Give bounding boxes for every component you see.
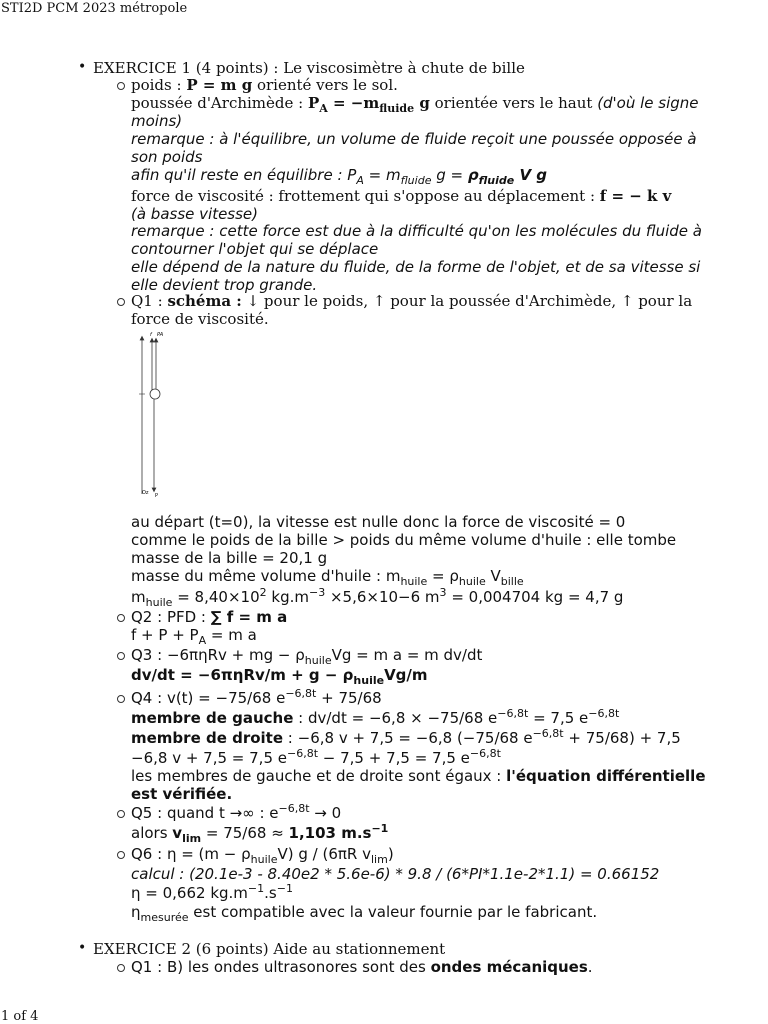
- viscosity-low-speed: (à basse vitesse): [131, 205, 259, 223]
- equilibre-equation: afin qu'il reste en équilibre : $P_A = m_{fluide}$ $g = \rho_{fluide}$ V g: [131, 166, 548, 187]
- q5-line: Q5 : quand t →∞ : $e^{-6,8t} \to 0$: [131, 802, 342, 822]
- q4-conclusion: les membres de gauche et de droite sont égaux : l'équation différentielle est vérifiée.: [131, 767, 706, 803]
- archimede-line: poussée d'Archimède : $P_A = -m_{fluide}$ g orientée vers le haut (d'où le signe moins): [131, 94, 699, 130]
- remark-equilibre: remarque : à l'équilibre, un volume de fluide reçoit une poussée opposée à son poids: [131, 130, 697, 166]
- q3-line: Q3 : −6πηRv + mg − $\rho_{huile}Vg = m$ a = m dv/dt: [131, 646, 483, 667]
- q6-calcul: calcul : (20.1e-3 - 8.40e2 * 5.6e-6) * 9.8 / (6*PI*1.1e-2*1.1) = 0.66152: [131, 865, 660, 883]
- page-header: STI2D PCM 2023 métropole: [1, 1, 188, 16]
- label-oz: Oz: [142, 490, 149, 496]
- depart-line: au départ (t=0), la vitesse est nulle donc la force de viscosité = 0: [131, 513, 626, 531]
- q5-vlim: alors $v_{lim} = 75/68 \approx 1,103$ $m.s^{-1}$: [131, 822, 389, 845]
- ex2-q1-line: Q1 : B) les ondes ultrasonores sont des ondes mécaniques.: [131, 958, 593, 976]
- remark-dependence: elle dépend de la nature du fluide, de la forme de l'objet, et de sa vitesse si elle devient trop grande.: [131, 258, 701, 294]
- page-footer: 1 of 4: [1, 1009, 39, 1024]
- remark-viscosity: remarque : cette force est due à la difficulté qu'on les molécules du fluide à contourner l'objet qui se déplace: [131, 222, 702, 258]
- exercise-1-title: • EXERCICE 1 (4 points) : Le viscosimètre à chute de bille: [93, 59, 525, 77]
- tombe-line: comme le poids de la bille > poids du même volume d'huile : elle tombe: [131, 531, 677, 549]
- label-f: f: [150, 332, 152, 338]
- exercise-2-title: • EXERCICE 2 (6 points) Aide au stationnement: [93, 940, 445, 958]
- force-diagram: [135, 330, 175, 502]
- q2-equation: $f + P + P_A = m$ a: [131, 626, 257, 647]
- label-pa: PA: [157, 332, 164, 338]
- q4-left-member: membre de gauche : dv/dt = −6,8 × −75/68 $e^{-6,8t} = 7,5$ $e^{-6,8t}$: [131, 707, 620, 727]
- q3-result: $dv/dt = -6\pi\eta Rv/m + g - \rho_{huile}Vg/m$: [131, 666, 428, 687]
- q6-result: η = 0,662 $kg.m^{-1}.s^{-1}$: [131, 882, 293, 902]
- q6-line: Q6 : $\eta = (m - \rho_{huile}V)$ g / (6πR $v_{lim}$): [131, 845, 394, 866]
- ball: [150, 389, 160, 399]
- q6-compatible: $\eta_{mesurée}$ est compatible avec la valeur fournie par le fabricant.: [131, 903, 598, 924]
- masse-bille-line: masse de la bille = 20,1 g: [131, 549, 328, 567]
- poids-line: poids : P = m g orienté vers le sol.: [131, 76, 398, 94]
- masse-huile-line: masse du même volume d'huile : $m_{huile} = \rho_{huile}$ $V_{bille}$: [131, 567, 524, 588]
- q4-right-member: membre de droite : −6,8 v + 7,5 = −6,8 (−75/68 $e^{-6,8t} + 75/68) + 7,5$: [131, 727, 681, 747]
- q4-line: Q4 : v(t) = −75/68 $e^{-6,8t} + 75/68$: [131, 687, 382, 707]
- viscosity-line: force de viscosité : frottement qui s'oppose au déplacement : f = − k v: [131, 187, 672, 205]
- q4-equality: −6,8 v + 7,5 = 7,5 $e^{-6,8t} - 7,5 + 7,5 = 7,5$ $e^{-6,8t}$: [131, 747, 501, 767]
- label-p: P: [155, 493, 159, 499]
- q1-line: Q1 : schéma : ↓ pour le poids, ↑ pour la poussée d'Archimède, ↑ pour la force de viscosité.: [131, 292, 716, 328]
- masse-huile-calc: $m_{huile} = 8,40\times 10^2$ $kg.m^{-3} \times 5,6\times 10-6$ $m^3 = 0,004704$ kg = 4,7 g: [131, 586, 624, 609]
- q2-line: Q2 : PFD : ∑ f = m a: [131, 608, 288, 626]
